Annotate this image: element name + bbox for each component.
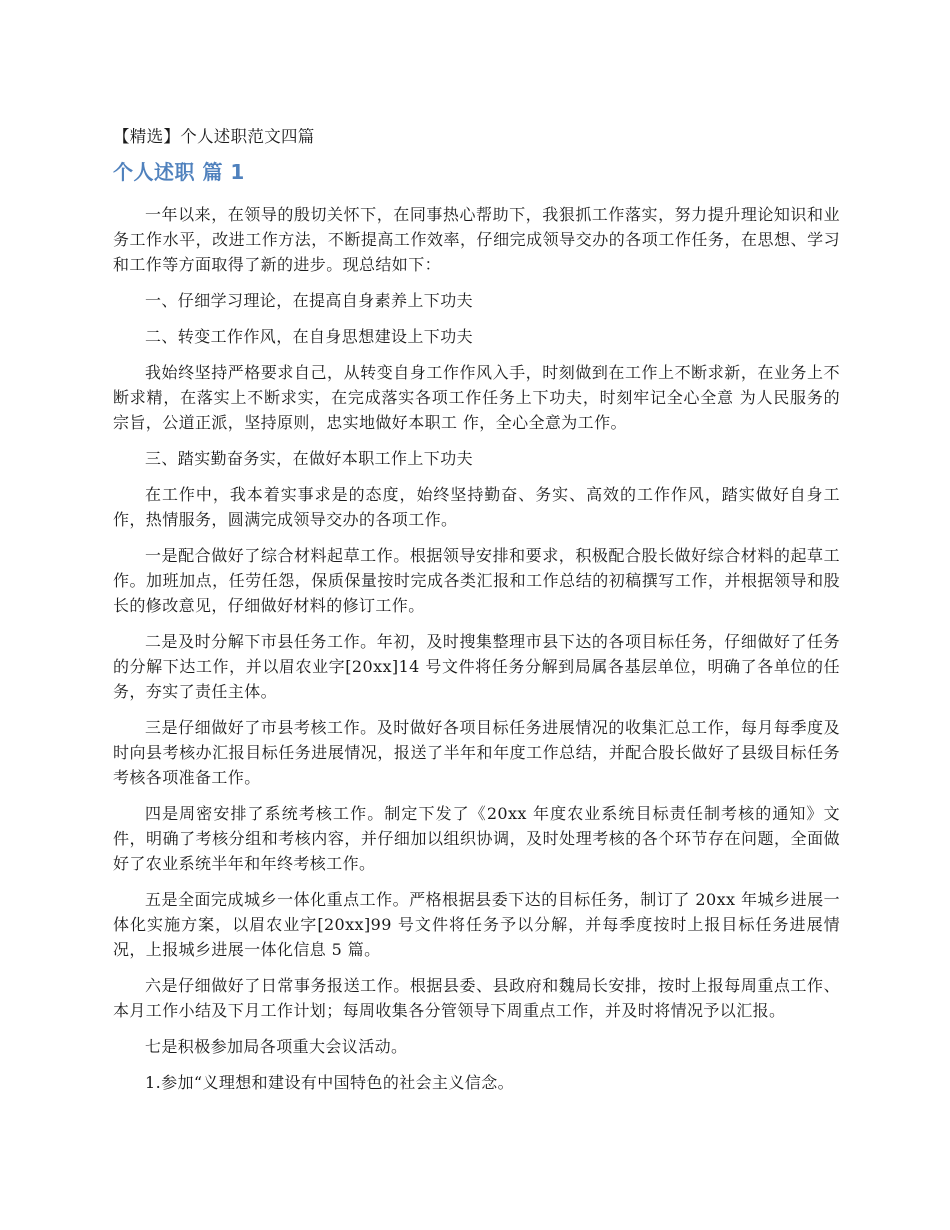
paragraph-work-attitude: 在工作中，我本着实事求是的态度，始终坚持勤奋、务实、高效的工作作风，踏实做好自身工作，热情服务，圆满完成领导交办的各项工作。 [113,485,840,529]
paragraph-item-4: 四是周密安排了系统考核工作。制定下发了《20xx 年度农业系统目标责任制考核的通知》文件，明确了考核分组和考核内容，并仔细加以组织协调，及时处理考核的各个环节存在问题，全面做好了农业系统半年和年终考核工作。 [113,804,840,873]
paragraph-item-2: 二是及时分解下市县任务工作。年初，及时搜集整理市县下达的各项目标任务，仔细做好了任务的分解下达工作，并以眉农业字[20xx]14 号文件将任务分解到局属各基层单位，明确了各单位的任务，夯实了责任主体。 [113,632,840,701]
paragraph-intro: 一年以来，在领导的殷切关怀下，在同事热心帮助下，我狠抓工作落实，努力提升理论知识和业务工作水平，改进工作方法，不断提高工作效率，仔细完成领导交办的各项工作任务，在思想、学习和工作等方面取得了新的进步。现总结如下： [113,205,840,274]
document-page [113,122,840,1106]
paragraph-item-5: 五是全面完成城乡一体化重点工作。严格根据县委下达的目标任务，制订了 20xx 年城乡进展一体化实施方案，以眉农业字[20xx]99 号文件将任务予以分解，并每季度按时上报目标任务进展情况，上报城乡进展一体化信息 5 篇。 [113,890,840,959]
paragraph-point-3: 三、踏实勤奋务实，在做好本职工作上下功夫 [145,449,474,468]
section-heading: 个人述职 篇 1 [113,160,245,184]
paragraph-item-3: 三是仔细做好了市县考核工作。及时做好各项目标任务进展情况的收集汇总工作，每月每季度及时向县考核办汇报目标任务进展情况，报送了半年和年度工作总结，并配合股长做好了县级目标任务考核各项准备工作。 [113,718,840,787]
paragraph-point-2: 二、转变工作作风，在自身思想建设上下功夫 [145,327,474,346]
paragraph-item-6: 六是仔细做好了日常事务报送工作。根据县委、县政府和魏局长安排，按时上报每周重点工作、本月工作小结及下月工作计划；每周收集各分管领导下周重点工作，并及时将情况予以汇报。 [113,976,840,1020]
paragraph-item-1: 一是配合做好了综合材料起草工作。根据领导安排和要求，积极配合股长做好综合材料的起草工作。加班加点，任劳任怨，保质保量按时完成各类汇报和工作总结的初稿撰写工作，并根据领导和股长的修改意见，仔细做好材料的修订工作。 [113,546,840,615]
paragraph-item-7: 七是积极参加局各项重大会议活动。 [145,1037,408,1056]
paragraph-subitem-1: 1.参加“义理想和建设有中国特色的社会主义信念。 [145,1073,515,1092]
paragraph-work-style: 我始终坚持严格要求自己，从转变自身工作作风入手，时刻做到在工作上不断求新，在业务上不断求精，在落实上不断求实，在完成落实各项工作任务上下功夫，时刻牢记全心全意 为人民服务的宗旨，公道正派，坚持原则，忠实地做好本职工 作，全心全意为工作。 [113,363,840,432]
document-title: 【精选】个人述职范文四篇 [113,127,315,146]
paragraph-point-1: 一、仔细学习理论，在提高自身素养上下功夫 [145,291,474,310]
